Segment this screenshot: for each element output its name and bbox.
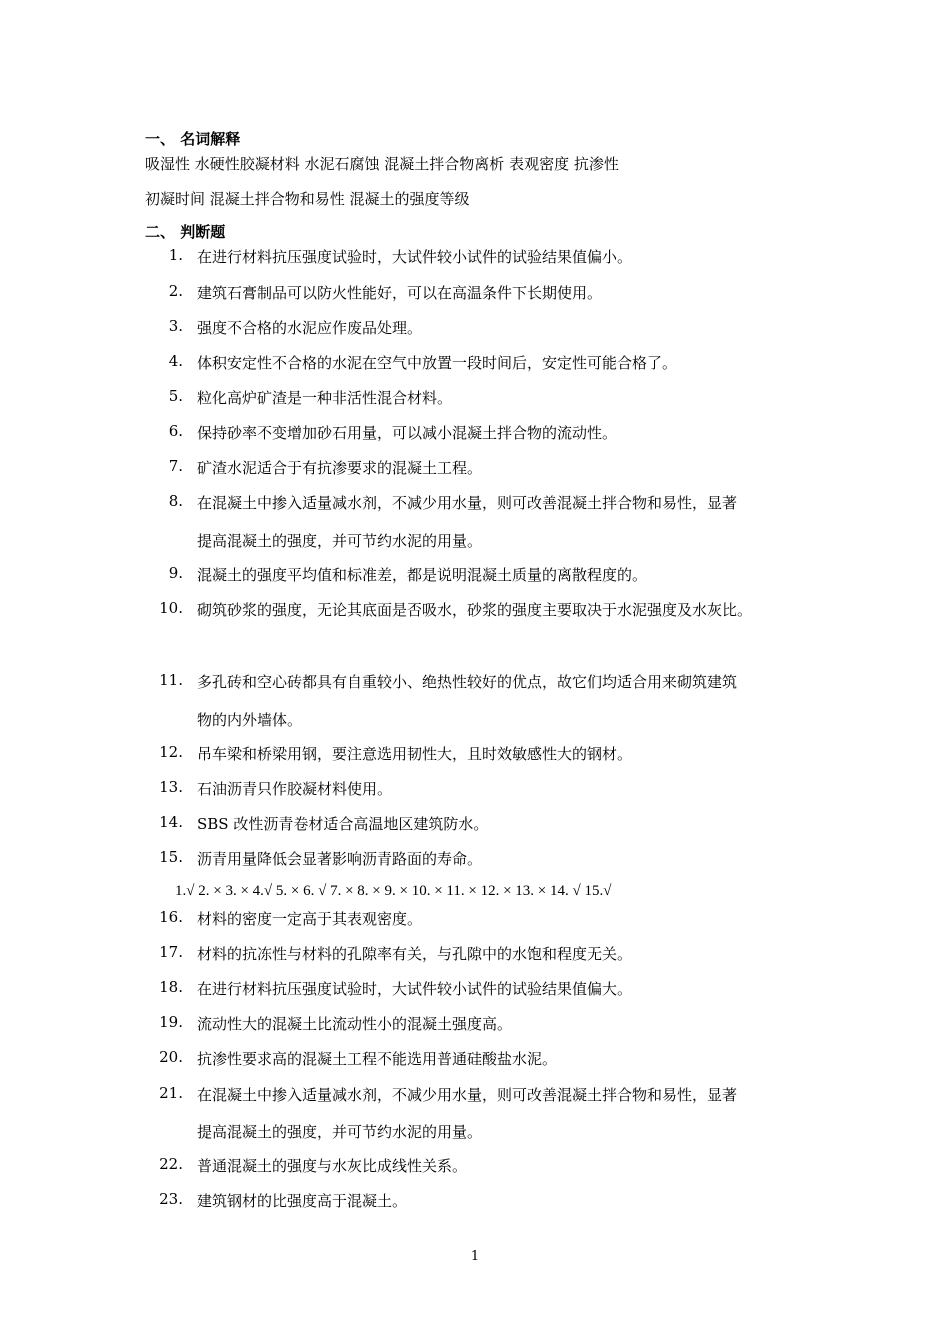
section-1-title: 一、 名词解释 — [145, 130, 241, 148]
question-text: 建筑钢材的比强度高于混凝土。 — [197, 1192, 408, 1210]
question-text: 多孔砖和空心砖都具有自重较小、绝热性较好的优点，故它们均适合用来砌筑建筑 — [197, 673, 738, 691]
question-item — [145, 978, 825, 998]
terms-line-1: 吸湿性 水硬性胶凝材料 水泥石腐蚀 混凝土拌合物离析 表观密度 抗渗性 — [145, 155, 619, 173]
question-item — [145, 848, 825, 868]
question-item — [145, 1190, 825, 1210]
question-number: 18. — [159, 978, 183, 996]
question-number: 8. — [168, 492, 183, 510]
question-number: 7. — [168, 457, 183, 475]
question-number: 13. — [159, 778, 183, 796]
question-number: 3. — [168, 317, 183, 335]
question-item — [145, 1084, 825, 1104]
question-item — [145, 352, 825, 372]
question-text-continuation: 提高混凝土的强度，并可节约水泥的用量。 — [197, 532, 483, 550]
question-number: 20. — [159, 1048, 183, 1066]
question-item — [145, 743, 825, 763]
question-number: 4. — [168, 352, 183, 370]
question-item — [145, 778, 825, 798]
question-number: 12. — [159, 743, 183, 761]
question-text: 在进行材料抗压强度试验时，大试件较小试件的试验结果值偏小。 — [197, 248, 633, 266]
question-item — [145, 492, 825, 512]
question-text: 在混凝土中掺入适量减水剂，不减少用水量，则可改善混凝土拌合物和易性，显著 — [197, 494, 738, 512]
terms-line-2: 初凝时间 混凝土拌合物和易性 混凝土的强度等级 — [145, 190, 470, 208]
question-text: 强度不合格的水泥应作废品处理。 — [197, 319, 423, 337]
question-item — [145, 943, 825, 963]
question-item — [145, 282, 825, 302]
question-text-continuation: 提高混凝土的强度，并可节约水泥的用量。 — [197, 1123, 483, 1141]
question-text: 石油沥青只作胶凝材料使用。 — [197, 780, 393, 798]
question-text: 在进行材料抗压强度试验时，大试件较小试件的试验结果值偏大。 — [197, 980, 633, 998]
question-text: 普通混凝土的强度与水灰比成线性关系。 — [197, 1157, 468, 1175]
question-item — [145, 908, 825, 928]
question-number: 14. — [159, 813, 183, 831]
question-text: SBS 改性沥青卷材适合高温地区建筑防水。 — [197, 815, 489, 833]
question-text: 建筑石膏制品可以防火性能好，可以在高温条件下长期使用。 — [197, 284, 603, 302]
question-number: 15. — [159, 848, 183, 866]
question-text: 流动性大的混凝土比流动性小的混凝土强度高。 — [197, 1015, 513, 1033]
question-number: 2. — [168, 282, 183, 300]
question-item — [145, 317, 825, 337]
question-text: 混凝土的强度平均值和标准差，都是说明混凝土质量的离散程度的。 — [197, 566, 648, 584]
question-number: 21. — [159, 1084, 183, 1102]
question-item — [145, 1155, 825, 1175]
question-text: 在混凝土中掺入适量减水剂，不减少用水量，则可改善混凝土拌合物和易性，显著 — [197, 1086, 738, 1104]
question-number: 17. — [159, 943, 183, 961]
question-text: 保持砂率不变增加砂石用量，可以减小混凝土拌合物的流动性。 — [197, 424, 618, 442]
question-item — [145, 564, 825, 584]
section-2-title: 二、 判断题 — [145, 223, 226, 241]
question-text: 矿渣水泥适合于有抗渗要求的混凝土工程。 — [197, 459, 483, 477]
question-number: 22. — [159, 1155, 183, 1173]
question-text: 粒化高炉矿渣是一种非活性混合材料。 — [197, 389, 453, 407]
question-text: 砌筑砂浆的强度，无论其底面是否吸水，砂浆的强度主要取决于水泥强度及水灰比。 — [197, 601, 753, 619]
question-item — [145, 1048, 825, 1068]
question-number: 11. — [159, 671, 183, 689]
question-text: 材料的密度一定高于其表观密度。 — [197, 910, 423, 928]
question-number: 5. — [168, 387, 183, 405]
question-number: 19. — [159, 1013, 183, 1031]
question-text: 体积安定性不合格的水泥在空气中放置一段时间后，安定性可能合格了。 — [197, 354, 678, 372]
question-number: 9. — [168, 564, 183, 582]
question-item — [145, 671, 825, 691]
question-text: 材料的抗冻性与材料的孔隙率有关，与孔隙中的水饱和程度无关。 — [197, 945, 633, 963]
question-item — [145, 457, 825, 477]
question-number: 10. — [159, 599, 183, 617]
question-item — [145, 422, 825, 442]
question-item — [145, 813, 825, 833]
question-item — [145, 387, 825, 407]
question-item — [145, 599, 825, 619]
page-number: 1 — [470, 1249, 480, 1264]
answer-key: 1.√ 2. × 3. × 4.√ 5. × 6. √ 7. × 8. × 9. × 10. × 11. × 12. × 13. × 14. √ 15.√ — [175, 883, 612, 899]
question-text: 沥青用量降低会显著影响沥青路面的寿命。 — [197, 850, 483, 868]
question-number: 16. — [159, 908, 183, 926]
question-number: 6. — [168, 422, 183, 440]
question-item — [145, 1013, 825, 1033]
question-item — [145, 246, 825, 266]
question-text: 抗渗性要求高的混凝土工程不能选用普通硅酸盐水泥。 — [197, 1050, 558, 1068]
question-number: 1. — [168, 246, 183, 264]
question-text-continuation: 物的内外墙体。 — [197, 711, 303, 729]
question-text: 吊车梁和桥梁用钢，要注意选用韧性大，且时效敏感性大的钢材。 — [197, 745, 633, 763]
question-number: 23. — [159, 1190, 183, 1208]
